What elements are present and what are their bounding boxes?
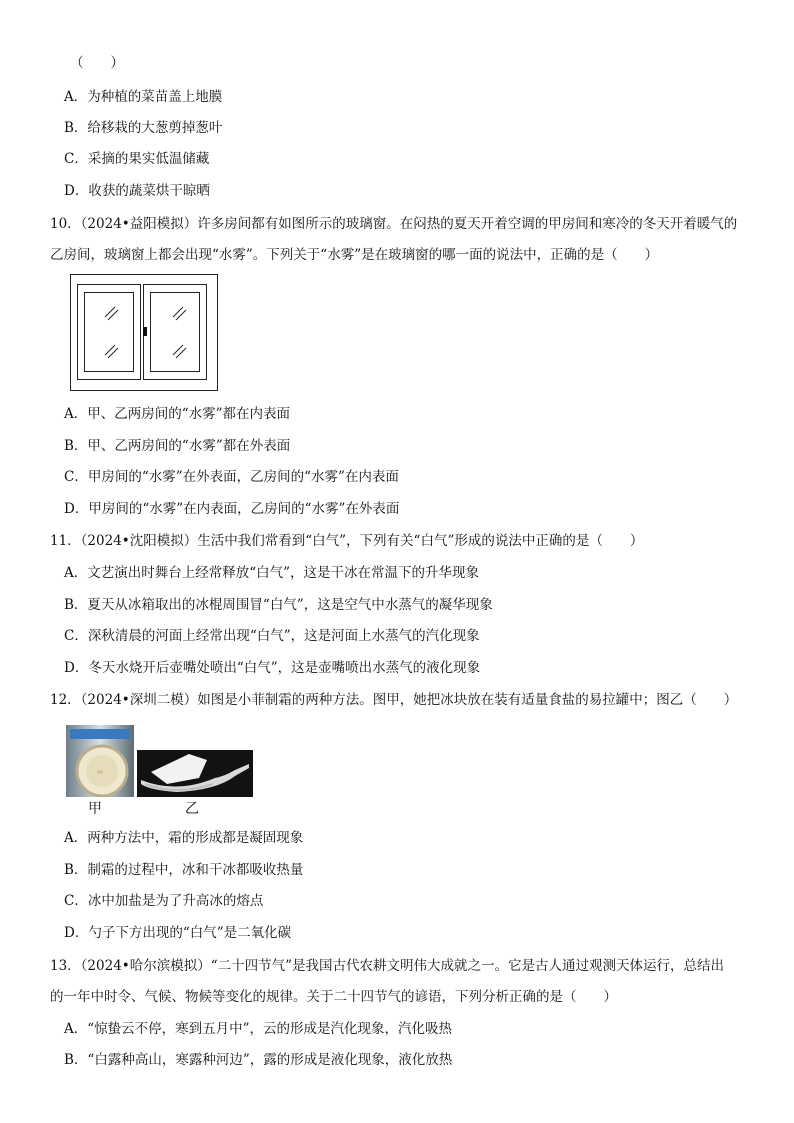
q12-stem-line1: 12．（2024•深圳二模）如图是小菲制霜的两种方法。图甲，她把冰块放在装有适量食盐的易拉罐中；图乙（ ） (50, 692, 738, 708)
window-handle (143, 327, 147, 336)
q10-option-c: C．甲房间的“水雾”在外表面，乙房间的“水雾”在内表面 (64, 469, 399, 485)
q10-option-d: D．甲房间的“水雾”在内表面，乙房间的“水雾”在外表面 (64, 501, 400, 517)
q9-option-d: D．收获的蔬菜烘干晾晒 (64, 183, 210, 199)
q9-option-c: C．采摘的果实低温储藏 (64, 151, 210, 167)
q12-option-d: D．勺子下方出现的“白气”是二氧化碳 (64, 925, 292, 941)
glass-hatch-icon (85, 293, 135, 373)
q11-option-d: D．冬天水烧开后壶嘴处喷出“白气”，这是壶嘴喷出水蒸气的液化现象 (64, 660, 481, 676)
window-left-sash (77, 284, 141, 380)
window-right-sash (143, 284, 207, 380)
q11-option-a: A．文艺演出时舞台上经常释放“白气”，这是干冰在常温下的升华现象 (64, 565, 480, 581)
q12-option-b: B．制霜的过程中，冰和干冰都吸收热量 (64, 862, 304, 878)
q11-stem-line1: 11．（2024•沈阳模拟）生活中我们常看到“白气”，下列有关“白气”形成的说法中正确的是（ ） (50, 533, 644, 549)
q10-stem-line2: 乙房间，玻璃窗上都会出现“水雾”。下列关于“水雾”是在玻璃窗的哪一面的说法中，正确的是（ ） (50, 247, 659, 263)
q13-option-b: B．“白露种高山，寒露种河边”，露的形成是液化现象，液化放热 (64, 1052, 453, 1068)
q12-option-a: A．两种方法中，霜的形成都是凝固现象 (64, 830, 304, 846)
photo-yi-spoon (137, 750, 253, 797)
photo-jia-can (66, 725, 134, 797)
q12-option-c: C．冰中加盐是为了升高冰的熔点 (64, 893, 264, 909)
window-figure (70, 274, 218, 391)
q13-stem-line2: 的一年中时令、气候、物候等变化的规律。关于二十四节气的谚语，下列分析正确的是（ ） (50, 989, 617, 1005)
svg-text:≈: ≈ (96, 768, 104, 778)
caption-yi: 乙 (185, 801, 199, 817)
q9-answer-blank: （ ） (70, 55, 124, 71)
caption-jia: 甲 (88, 801, 102, 817)
window-left-pane (84, 292, 134, 372)
q9-option-a: A．为种植的菜苗盖上地膜 (64, 89, 223, 105)
glass-hatch-icon (151, 293, 201, 373)
q11-option-b: B．夏天从冰箱取出的冰棍周围冒“白气”，这是空气中水蒸气的凝华现象 (64, 597, 493, 613)
q10-option-b: B．甲、乙两房间的“水雾”都在外表面 (64, 438, 291, 454)
window-right-pane (150, 292, 200, 372)
q13-stem-line1: 13．（2024•哈尔滨模拟）“二十四节气”是我国古代农耕文明伟大成就之一。它是古人通过观测天体运行，总结出 (50, 958, 725, 974)
q13-option-a: A．“惊蛰云不停，寒到五月中”，云的形成是汽化现象，汽化吸热 (64, 1021, 453, 1037)
q11-option-c: C．深秋清晨的河面上经常出现“白气”，这是河面上水蒸气的汽化现象 (64, 628, 480, 644)
q10-option-a: A．甲、乙两房间的“水雾”都在内表面 (64, 406, 291, 422)
q9-option-b: B．给移栽的大葱剪掉葱叶 (64, 120, 223, 136)
q10-stem-line1: 10．（2024•益阳模拟）许多房间都有如图所示的玻璃窗。在闷热的夏天开着空调的甲房间和寒冷的冬天开着暖气的 (50, 216, 738, 232)
